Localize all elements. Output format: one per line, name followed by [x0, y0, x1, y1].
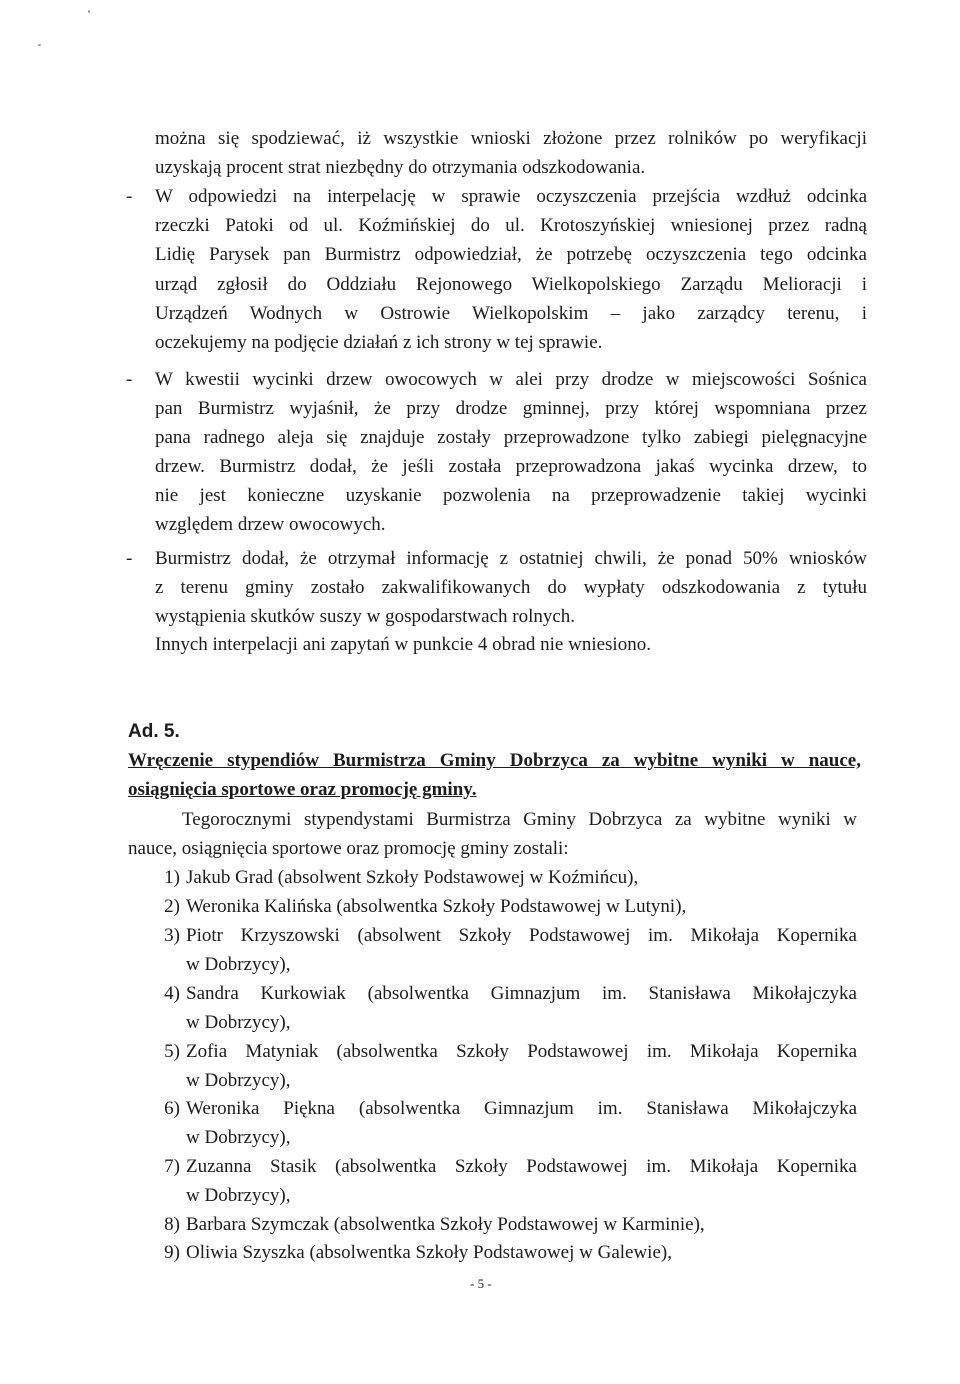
bullet-line: pan Burmistrz wyjaśnił, że przy drodze gminnej, przy której wspomniana przez [155, 398, 867, 419]
list-number: 6) [164, 1098, 180, 1119]
list-number: 3) [164, 925, 180, 946]
bullet-line: wystąpienia skutków suszy w gospodarstwach rolnych. [155, 606, 576, 627]
section-heading: Ad. 5. [128, 721, 180, 742]
list-item-continuation: w Dobrzycy), [186, 954, 291, 975]
list-item-continuation: w Dobrzycy), [186, 1127, 291, 1148]
bullet-marker: - [126, 186, 133, 207]
bullet-line: Burmistrz dodał, że otrzymał informację z ostatniej chwili, że ponad 50% wniosków [155, 548, 867, 569]
list-item: Weronika Piękna (absolwentka Gimnazjum im. Stanisława Mikołajczyka [186, 1098, 857, 1119]
list-number: 7) [164, 1156, 180, 1177]
section-title-line: Wręczenie stypendiów Burmistrza Gminy Dobrzyca za wybitne wyniki w nauce, [128, 750, 861, 771]
section-title-line: osiągnięcia sportowe oraz promocję gminy. [128, 779, 477, 800]
page-number: - 5 - [470, 1276, 492, 1291]
bullet-line: oczekujemy na podjęcie działań z ich strony w tej sprawie. [155, 332, 603, 353]
bullet-line: W odpowiedzi na interpelację w sprawie oczyszczenia przejścia wzdłuż odcinka [155, 186, 867, 207]
section-intro-line: Tegorocznymi stypendystami Burmistrza Gminy Dobrzyca za wybitne wyniki w [182, 809, 857, 830]
list-number: 2) [164, 896, 180, 917]
list-item-continuation: w Dobrzycy), [186, 1012, 291, 1033]
bullet-line: z terenu gminy zostało zakwalifikowanych do wypłaty odszkodowania z tytułu [155, 577, 867, 598]
section-intro-line: nauce, osiągnięcia sportowe oraz promocję gminy zostali: [128, 838, 569, 859]
bullet-marker: - [126, 548, 133, 569]
bullet-line: W kwestii wycinki drzew owocowych w alei przy drodze w miejscowości Sośnica [155, 369, 867, 390]
list-item: Weronika Kalińska (absolwentka Szkoły Podstawowej w Lutyni), [186, 896, 687, 917]
list-item: Barbara Szymczak (absolwentka Szkoły Podstawowej w Karminie), [186, 1214, 705, 1235]
bullet-line: pana radnego aleja się znajduje zostały przeprowadzone tylko zabiegi pielęgnacyjne [155, 427, 867, 448]
list-number: 5) [164, 1041, 180, 1062]
bullet-marker: - [126, 369, 133, 390]
bullet-line: rzeczki Patoki od ul. Koźmińskiej do ul. Krotoszyńskiej wniesionej przez radną [155, 215, 867, 236]
list-item: Oliwia Szyszka (absolwentka Szkoły Podstawowej w Galewie), [186, 1242, 672, 1263]
bullet-line: względem drzew owocowych. [155, 514, 386, 535]
list-item: Sandra Kurkowiak (absolwentka Gimnazjum im. Stanisława Mikołajczyka [186, 983, 857, 1004]
scan-speck [88, 10, 90, 13]
bullet-line: nie jest konieczne uzyskanie pozwolenia na przeprowadzenie takiej wycinki [155, 485, 867, 506]
list-item-continuation: w Dobrzycy), [186, 1070, 291, 1091]
list-item: Piotr Krzyszowski (absolwent Szkoły Podstawowej im. Mikołaja Kopernika [186, 925, 857, 946]
list-item: Zuzanna Stasik (absolwentka Szkoły Podstawowej im. Mikołaja Kopernika [186, 1156, 857, 1177]
list-number: 9) [164, 1242, 180, 1263]
bullet-line: Innych interpelacji ani zapytań w punkcie 4 obrad nie wniesiono. [155, 634, 651, 655]
list-item: Zofia Matyniak (absolwentka Szkoły Podstawowej im. Mikołaja Kopernika [186, 1041, 857, 1062]
list-item-continuation: w Dobrzycy), [186, 1185, 291, 1206]
bullet-line: urząd zgłosił do Oddziału Rejonowego Wielkopolskiego Zarządu Melioracji i [155, 274, 867, 295]
intro-line: można się spodziewać, iż wszystkie wnioski złożone przez rolników po weryfikacji [155, 128, 867, 149]
list-number: 4) [164, 983, 180, 1004]
bullet-line: Lidię Parysek pan Burmistrz odpowiedział, że potrzebę oczyszczenia tego odcinka [155, 244, 867, 265]
list-number: 1) [164, 867, 180, 888]
scan-speck [38, 44, 41, 46]
list-item: Jakub Grad (absolwent Szkoły Podstawowej w Koźmińcu), [186, 867, 639, 888]
bullet-line: Urządzeń Wodnych w Ostrowie Wielkopolskim – jako zarządcy terenu, i [155, 303, 867, 324]
list-number: 8) [164, 1214, 180, 1235]
bullet-line: drzew. Burmistrz dodał, że jeśli została przeprowadzona jakaś wycinka drzew, to [155, 456, 867, 477]
intro-line: uzyskają procent strat niezbędny do otrzymania odszkodowania. [155, 157, 646, 178]
